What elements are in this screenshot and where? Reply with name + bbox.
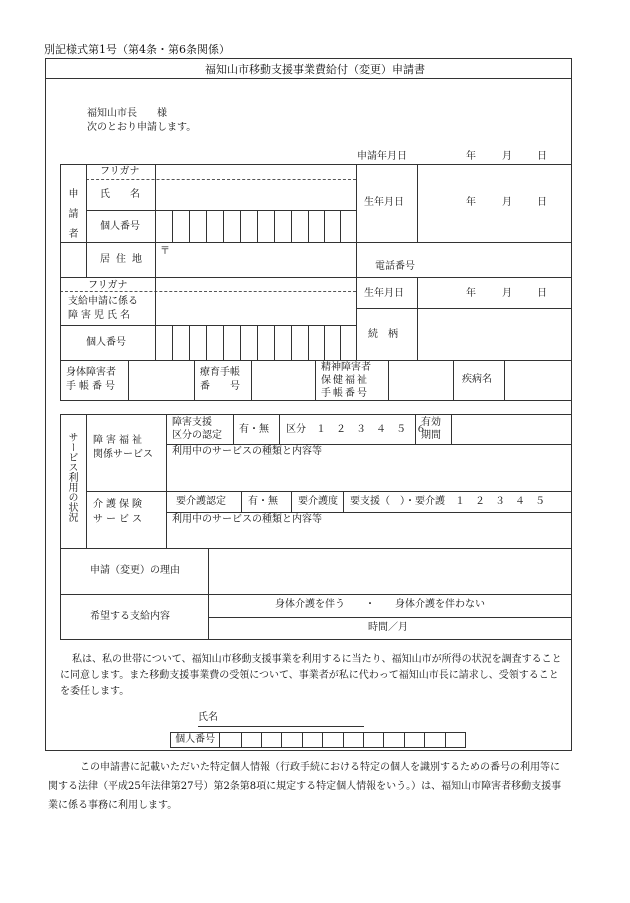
rehab-handbook-label-2: 番 号	[200, 381, 240, 392]
consent-text: 私は、私の世帯について、福知山市移動支援事業を利用するに当たり、福知山市が所得の状況を調査することに同意します。また移動支援事業費の受領について、事業者が私に代わって福知山市長に請求し、受領することを委任します。	[60, 654, 562, 697]
care-current-services: 利用中のサービスの種類と内容等	[172, 514, 322, 525]
desired-label: 希望する支給内容	[90, 611, 170, 622]
applicant-number-boxes[interactable]	[155, 210, 356, 242]
date-month: 月	[502, 151, 512, 162]
phone-label: 電話番号	[375, 261, 415, 272]
child-furigana-label: フリガナ	[88, 280, 128, 291]
validity-label-1: 有効	[421, 417, 441, 428]
mental-handbook-label-2: 保健福祉	[321, 375, 369, 386]
child-birth-label: 生年月日	[364, 288, 404, 299]
signature-name-label: 氏名	[198, 712, 218, 723]
physical-handbook-label-2: 手帳番号	[66, 381, 118, 392]
desired-options[interactable]: 身体介護を伴う ・ 身体介護を伴わない	[275, 599, 485, 610]
reason-label: 申請（変更）の理由	[90, 565, 180, 576]
signature-line[interactable]	[198, 726, 364, 727]
date-year: 年	[466, 151, 476, 162]
desired-unit: 時間／月	[368, 622, 408, 633]
care-yes-no[interactable]: 有・無	[248, 496, 278, 507]
service-section-label: サービス利用の状況	[66, 432, 77, 522]
intro-text: 次のとおり申請します。	[87, 122, 197, 133]
mental-handbook-label-1: 精神障害者	[321, 362, 371, 373]
application-date-label: 申請年月日	[357, 151, 407, 162]
welfare-label-2: 関係サービス	[93, 449, 153, 460]
applicant-number-label: 個人番号	[100, 221, 140, 232]
applicant-address-label: 居住地	[100, 254, 148, 265]
applicant-birth-label: 生年月日	[364, 197, 404, 208]
child-birth-day: 日	[537, 288, 547, 299]
child-name-label-1: 支給申請に係る	[68, 296, 138, 307]
child-birth-year: 年	[466, 288, 476, 299]
date-day: 日	[537, 151, 547, 162]
applicant-furigana-label: フリガナ	[100, 166, 140, 177]
validity-label-2: 期間	[421, 430, 441, 441]
applicant-birth-day: 日	[537, 197, 547, 208]
support-category[interactable]: 区分 １ ２ ３ ４ ５ ６	[286, 424, 426, 435]
form-frame	[45, 58, 572, 751]
relation-label: 続 柄	[368, 329, 398, 340]
cert-label-1: 障害支援	[172, 417, 212, 428]
care-level-label: 要介護度	[298, 496, 338, 507]
applicant-name-label: 氏 名	[100, 189, 140, 200]
welfare-current-services: 利用中のサービスの種類と内容等	[172, 446, 322, 457]
signature-number-boxes[interactable]	[220, 733, 465, 747]
child-number-boxes[interactable]	[155, 325, 356, 360]
physical-handbook-label-1: 身体障害者	[66, 367, 116, 378]
applicant-birth-year: 年	[466, 197, 476, 208]
addressee: 福知山市長 様	[87, 108, 167, 119]
care-label-2: サービス	[93, 514, 145, 525]
mental-handbook-label-3: 手帳番号	[321, 388, 369, 399]
postal-mark: 〒	[160, 246, 170, 257]
care-label-1: 介護保険	[93, 499, 145, 510]
applicant-section-label: 申請者	[66, 188, 77, 248]
title-underline	[45, 78, 572, 79]
cert-yes-no[interactable]: 有・無	[239, 424, 269, 435]
signature-number-row[interactable]	[170, 732, 466, 748]
disease-label: 疾病名	[462, 374, 492, 385]
rehab-handbook-label-1: 療育手帳	[200, 367, 240, 378]
footer-note: この申請書に記載いただいた特定個人情報（行政手続における特定の個人を識別するための番号の利用等に関する法律（平成25年法律第27号）第2条第8項に規定する特定個人情報をいう。）は、福知山市障害者移動支援事業に係る事務に利用します。	[48, 762, 562, 811]
child-name-label-2: 障害児氏名	[68, 310, 133, 321]
care-levels[interactable]: 要支援（ ）・要介護 １ ２ ３ ４ ５	[350, 496, 545, 507]
cert-label-2: 区分の認定	[172, 430, 222, 441]
form-title: 福知山市移動支援事業費給付（変更）申請書	[205, 63, 425, 76]
signature-number-label: 個人番号	[171, 733, 220, 747]
care-cert-label: 要介護認定	[176, 496, 226, 507]
child-number-label: 個人番号	[86, 337, 126, 348]
form-label: 別記様式第1号（第4条・第6条関係）	[44, 43, 230, 56]
welfare-label-1: 障害福祉	[93, 435, 145, 446]
applicant-birth-month: 月	[502, 197, 512, 208]
child-birth-month: 月	[502, 288, 512, 299]
